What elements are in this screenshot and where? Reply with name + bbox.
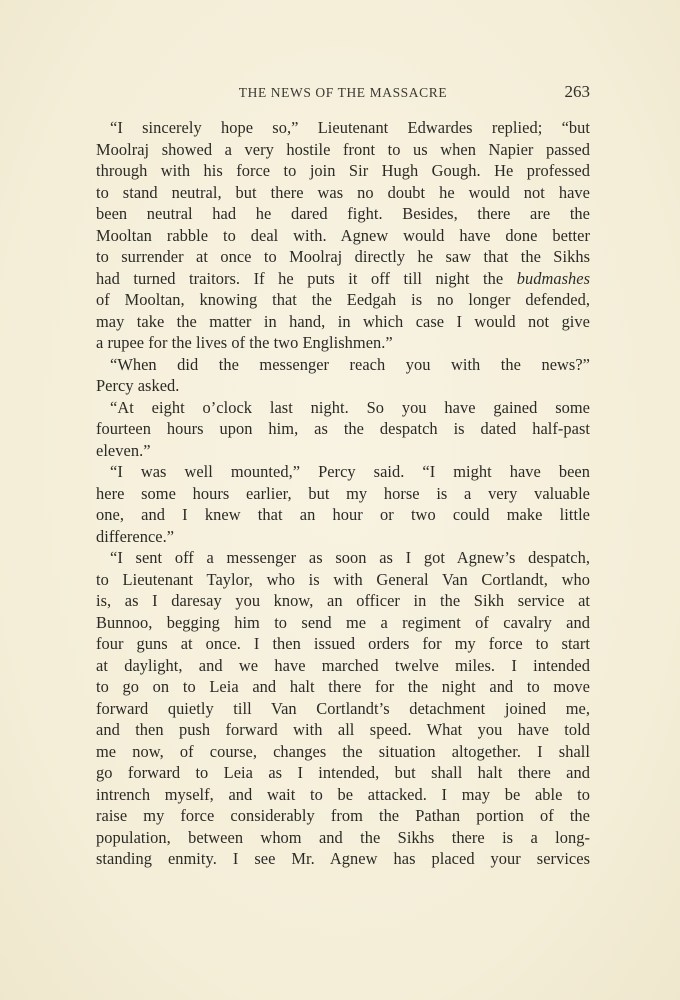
- text-line: [96, 139, 590, 161]
- text-line: [96, 676, 590, 698]
- text-line-content: to Lieutenant Taylor, who is with General Van Cortlandt, who: [96, 569, 590, 589]
- italic-word: budmashes: [516, 268, 590, 288]
- text-line: [96, 461, 590, 483]
- text-line-content: me now, of course, changes the situation altogether. I shall: [96, 741, 590, 761]
- text-line-content: Bunnoo, begging him to send me a regiment of cavalry and: [96, 612, 590, 632]
- text-line-content: to go on to Leia and halt there for the night and to move: [96, 677, 590, 696]
- text-line: [96, 160, 590, 182]
- page-number: 263: [564, 82, 590, 101]
- text-line-content: forward quietly till Van Cortlandt’s detachment joined me,: [96, 698, 590, 718]
- text-line: [96, 827, 590, 849]
- text-line: [96, 203, 590, 225]
- text-line-content: “I sincerely hope so,” Lieutenant Edwardes replied; “but: [110, 118, 590, 137]
- text-line-content: raise my force considerably from the Pathan portion of the: [96, 806, 590, 825]
- text-line-content: one, and I knew that an hour or two could make little: [96, 505, 590, 524]
- text-line-content: may take the matter in hand, in which case I would not give: [96, 311, 590, 331]
- text-line: [96, 655, 590, 677]
- text-line: [96, 526, 590, 548]
- text-line-content: difference.”: [96, 526, 175, 546]
- text-line-content: been neutral had he dared fight. Besides, there are the: [96, 204, 590, 223]
- text-line-content: to stand neutral, but there was no doubt he would not have: [96, 182, 590, 202]
- text-line-content: is, as I daresay you know, an officer in the Sikh service at: [96, 591, 590, 610]
- text-line: [96, 483, 590, 505]
- text-line-content: at daylight, and we have marched twelve miles. I intended: [96, 655, 590, 675]
- text-line: [96, 612, 590, 634]
- text-line-content: “I sent off a messenger as soon as I got Agnew’s despatch,: [110, 548, 590, 567]
- text-line: [96, 182, 590, 204]
- text-line: [96, 311, 590, 333]
- text-line-content: “I was well mounted,” Percy said. “I might have been: [110, 462, 590, 481]
- text-line-content: had turned traitors. If he puts it off till night the: [96, 268, 504, 288]
- text-line: [96, 418, 590, 440]
- text-line-content: a rupee for the lives of the two Englishmen.”: [96, 333, 393, 352]
- text-line: [96, 375, 590, 397]
- text-line: [96, 547, 590, 569]
- text-line-content: fourteen hours upon him, as the despatch is dated half-past: [96, 419, 590, 438]
- text-line: [96, 569, 590, 591]
- body-text: [96, 117, 590, 870]
- running-title: THE NEWS OF THE MASSACRE: [238, 85, 448, 100]
- text-line: [96, 719, 590, 741]
- text-line-content: population, between whom and the Sikhs there is a long-: [96, 827, 590, 847]
- text-line: [96, 590, 590, 612]
- text-line: [96, 354, 590, 376]
- text-line-content: Mooltan rabble to deal with. Agnew would have done better: [96, 225, 590, 245]
- text-line: [96, 397, 590, 419]
- text-line: [96, 504, 590, 526]
- text-line-content: eleven.”: [96, 440, 151, 460]
- text-line: [96, 805, 590, 827]
- text-line: [96, 440, 590, 462]
- text-line: [96, 741, 590, 763]
- text-line-content: to surrender at once to Moolraj directly he saw that the Sikhs: [96, 247, 590, 266]
- text-line-content: Moolraj showed a very hostile front to us when Napier passed: [96, 139, 590, 159]
- text-line-content: here some hours earlier, but my horse is a very valuable: [96, 483, 590, 503]
- text-line: [96, 117, 590, 139]
- text-line: [96, 268, 590, 290]
- text-line-content: through with his force to join Sir Hugh Gough. He professed: [96, 161, 590, 180]
- text-line: [96, 633, 590, 655]
- text-line-content: go forward to Leia as I intended, but shall halt there and: [96, 763, 590, 782]
- text-line-content: of Mooltan, knowing that the Eedgah is no longer defended,: [96, 290, 590, 309]
- text-line-content: four guns at once. I then issued orders for my force to start: [96, 634, 590, 653]
- text-line-content: “At eight o’clock last night. So you have gained some: [110, 397, 590, 417]
- text-line-content: standing enmity. I see Mr. Agnew has placed your services: [96, 849, 590, 868]
- text-line-content: Percy asked.: [96, 376, 180, 395]
- text-line: [96, 784, 590, 806]
- text-line: [96, 848, 590, 870]
- text-line-content: intrench myself, and wait to be attacked. I may be able to: [96, 784, 590, 804]
- text-line: [96, 246, 590, 268]
- text-line-content: “When did the messenger reach you with the news?”: [110, 354, 590, 374]
- text-line: [96, 332, 590, 354]
- text-line: [96, 289, 590, 311]
- text-line: [96, 762, 590, 784]
- text-line: [96, 698, 590, 720]
- running-head: [96, 82, 590, 102]
- text-line: [96, 225, 590, 247]
- text-line-content: and then push forward with all speed. What you have told: [96, 720, 590, 739]
